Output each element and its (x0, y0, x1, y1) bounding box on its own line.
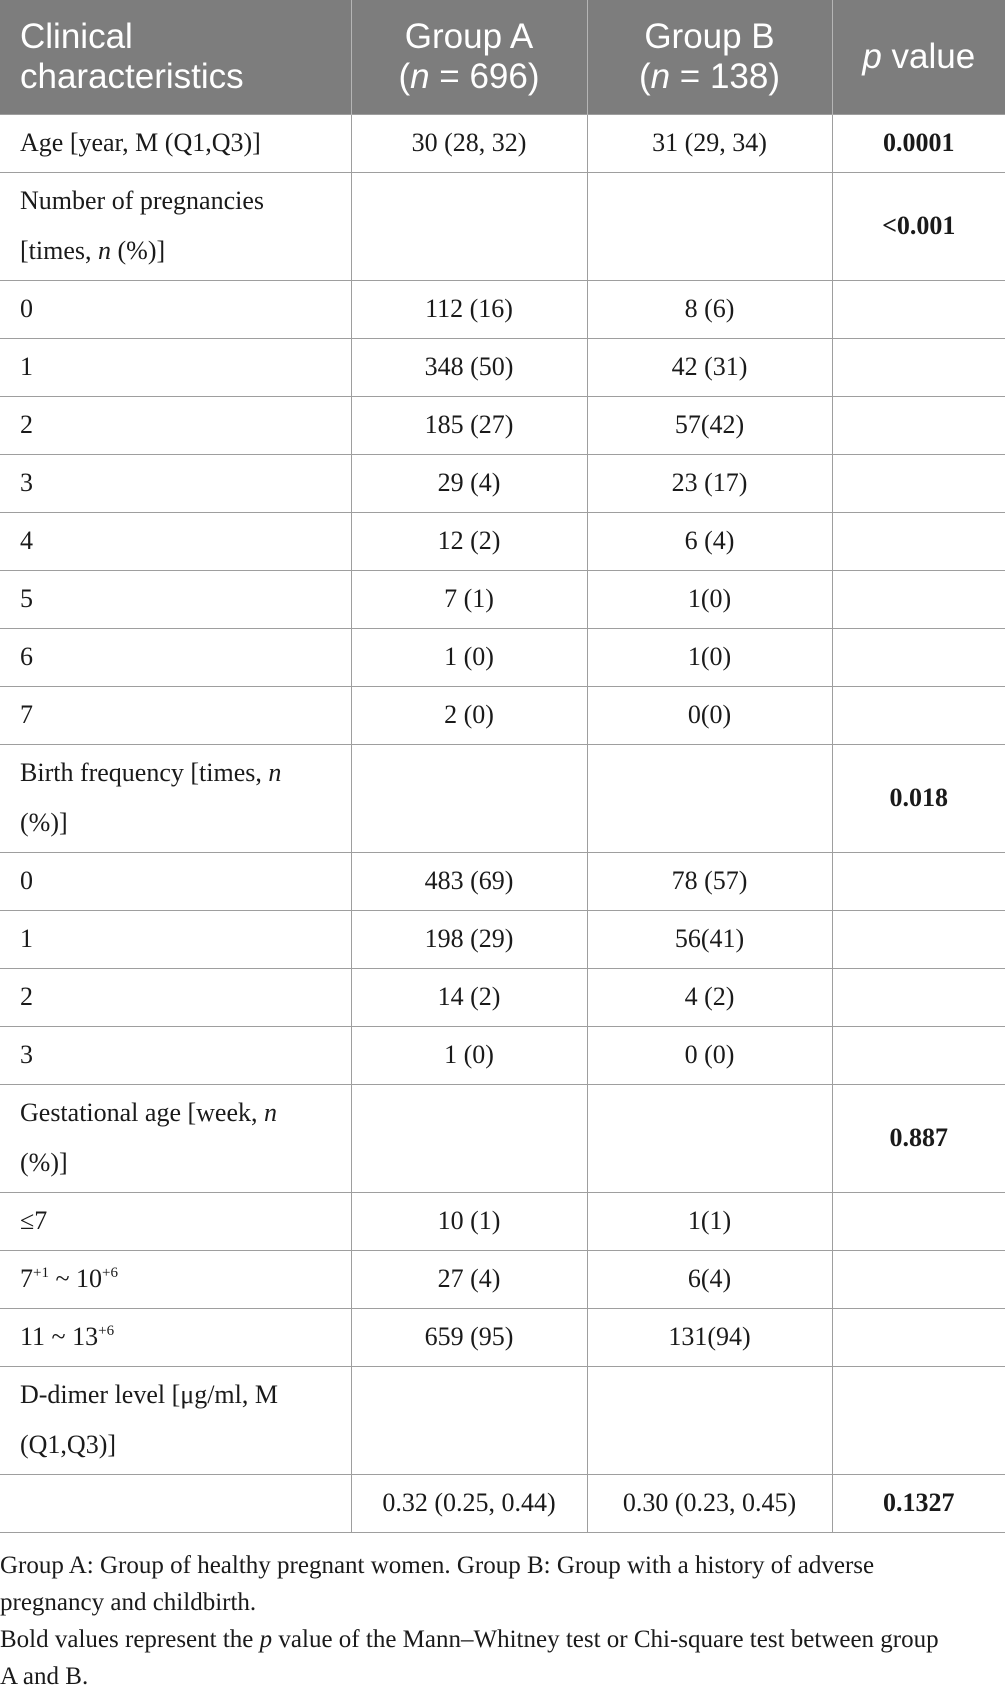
row-label: 4 (0, 512, 351, 570)
group-a-value: 10 (1) (351, 1192, 587, 1250)
row-label-superscript: +1 (33, 1265, 49, 1281)
table-row (0, 1474, 1005, 1532)
group-b-value: 56(41) (587, 910, 832, 968)
group-b-value: 1(1) (587, 1192, 832, 1250)
table-row (0, 686, 1005, 744)
group-b-value: 0(0) (587, 686, 832, 744)
table-row (0, 1192, 1005, 1250)
p-value (832, 396, 1005, 454)
group-a-value (351, 1084, 587, 1192)
group-a-value: 348 (50) (351, 338, 587, 396)
p-value: 0.0001 (832, 114, 1005, 172)
footnote-groups: Group A: Group of healthy pregnant women. Group B: Group with a history of adverse pregnancy and childbirth. (0, 1551, 875, 1616)
row-label-superscript: +6 (98, 1323, 115, 1339)
row-label-italic: n (98, 236, 111, 265)
p-value (832, 1308, 1005, 1366)
p-value (832, 968, 1005, 1026)
group-b-value: 6(4) (587, 1250, 832, 1308)
group-a-value: 27 (4) (351, 1250, 587, 1308)
row-label: Age [year, M (Q1,Q3)] (0, 114, 351, 172)
row-label: 1 (0, 910, 351, 968)
row-label (0, 1250, 351, 1308)
p-value (832, 1366, 1005, 1474)
group-a-value: 12 (2) (351, 512, 587, 570)
group-b-value: 1(0) (587, 628, 832, 686)
group-a-value (351, 744, 587, 852)
row-label-text: 7 (20, 1264, 33, 1293)
p-value: <0.001 (832, 172, 1005, 280)
header-group-b-title: Group B (644, 16, 775, 56)
table-row (0, 172, 1005, 280)
row-label (0, 1308, 351, 1366)
header-p-italic: p (862, 36, 882, 76)
table-row (0, 396, 1005, 454)
row-label: ≤7 (0, 1192, 351, 1250)
p-value: 0.018 (832, 744, 1005, 852)
row-label-text: 11 ~ 13 (20, 1322, 99, 1351)
group-a-value: 659 (95) (351, 1308, 587, 1366)
row-label-text: Birth frequency [times, (20, 758, 269, 787)
table-row (0, 512, 1005, 570)
p-value: 0.1327 (832, 1474, 1005, 1532)
table-row (0, 852, 1005, 910)
table-row (0, 1084, 1005, 1192)
group-a-value: 14 (2) (351, 968, 587, 1026)
header-p-value (832, 0, 1005, 114)
row-label-italic: n (268, 758, 282, 787)
row-label: 5 (0, 570, 351, 628)
table-row (0, 570, 1005, 628)
group-b-value: 31 (29, 34) (587, 114, 832, 172)
group-b-value: 23 (17) (587, 454, 832, 512)
row-label-text-end: (%)] (20, 808, 68, 837)
header-clinical-characteristics (0, 0, 351, 114)
group-b-value: 42 (31) (587, 338, 832, 396)
group-b-value: 8 (6) (587, 280, 832, 338)
p-value (832, 512, 1005, 570)
p-value: 0.887 (832, 1084, 1005, 1192)
group-b-value: 57(42) (587, 396, 832, 454)
p-value (832, 852, 1005, 910)
p-value (832, 454, 1005, 512)
header-group-a-title: Group A (404, 16, 534, 56)
group-a-value: 185 (27) (351, 396, 587, 454)
group-a-value: 1 (0) (351, 628, 587, 686)
row-label (0, 172, 351, 280)
group-b-value: 4 (2) (587, 968, 832, 1026)
group-a-value (351, 1366, 587, 1474)
group-b-value: 0.30 (0.23, 0.45) (587, 1474, 832, 1532)
row-label-text-end: (%)] (20, 1148, 68, 1177)
group-a-value: 198 (29) (351, 910, 587, 968)
group-b-value (587, 1084, 832, 1192)
p-value (832, 910, 1005, 968)
group-b-value (587, 172, 832, 280)
table-row (0, 338, 1005, 396)
p-value (832, 628, 1005, 686)
header-p-rest: value (881, 36, 976, 76)
footnote-bold-post: value of the Mann–Whitney test or Chi-square test between group A and B. (0, 1625, 939, 1690)
table-footnotes (0, 1533, 960, 1695)
table-row (0, 454, 1005, 512)
row-label: 2 (0, 396, 351, 454)
header-group-a: Group A (n = 696) (351, 0, 587, 114)
row-label (0, 744, 351, 852)
group-b-value (587, 744, 832, 852)
group-a-value: 2 (0) (351, 686, 587, 744)
group-a-value: 483 (69) (351, 852, 587, 910)
group-a-value: 0.32 (0.25, 0.44) (351, 1474, 587, 1532)
table-row (0, 1366, 1005, 1474)
footnote-bold-pre: Bold values represent the (0, 1625, 260, 1653)
row-label: 3 (0, 454, 351, 512)
row-label: 1 (0, 338, 351, 396)
table-row (0, 910, 1005, 968)
p-value (832, 686, 1005, 744)
table-row (0, 1308, 1005, 1366)
group-a-value: 30 (28, 32) (351, 114, 587, 172)
header-group-b-n: n (650, 56, 671, 96)
row-label: 0 (0, 852, 351, 910)
table-row (0, 280, 1005, 338)
table-row (0, 968, 1005, 1026)
table-row (0, 1250, 1005, 1308)
row-label-text: Gestational age [week, (20, 1098, 265, 1127)
row-label: 6 (0, 628, 351, 686)
p-value (832, 1250, 1005, 1308)
row-label-superscript: +6 (102, 1265, 119, 1281)
header-clinical-characteristics-text: Clinical characteristics (20, 16, 244, 96)
p-value (832, 280, 1005, 338)
p-value (832, 570, 1005, 628)
table-header (0, 0, 1005, 114)
row-label (0, 1084, 351, 1192)
row-label: D-dimer level [μg/ml, M (Q1,Q3)] (0, 1366, 351, 1474)
header-group-b-count: = 138) (670, 56, 781, 96)
row-label: 2 (0, 968, 351, 1026)
table-row (0, 1026, 1005, 1084)
group-a-value: 1 (0) (351, 1026, 587, 1084)
row-label: 7 (0, 686, 351, 744)
table-body (0, 114, 1005, 1532)
footnote-bold-values (0, 1621, 960, 1695)
p-value (832, 338, 1005, 396)
header-group-a-count: = 696) (429, 56, 540, 96)
row-label: 3 (0, 1026, 351, 1084)
group-a-value: 7 (1) (351, 570, 587, 628)
p-value (832, 1026, 1005, 1084)
group-a-value: 112 (16) (351, 280, 587, 338)
group-b-value: 6 (4) (587, 512, 832, 570)
row-label-text-end: (%)] (111, 236, 166, 265)
footnote-bold-p: p (259, 1625, 273, 1653)
row-label-text: Number of pregnancies [times, (20, 186, 265, 265)
group-b-value: 0 (0) (587, 1026, 832, 1084)
table-row (0, 744, 1005, 852)
group-b-value (587, 1366, 832, 1474)
table-row (0, 628, 1005, 686)
group-b-value: 1(0) (587, 570, 832, 628)
group-b-value: 131(94) (587, 1308, 832, 1366)
row-label: 0 (0, 280, 351, 338)
group-a-value: 29 (4) (351, 454, 587, 512)
row-label-text: ~ 10 (48, 1264, 103, 1293)
group-a-value (351, 172, 587, 280)
header-group-b: Group B (n = 138) (587, 0, 832, 114)
p-value (832, 1192, 1005, 1250)
header-row (0, 0, 1005, 114)
group-b-value: 78 (57) (587, 852, 832, 910)
header-group-a-n: n (410, 56, 430, 96)
row-label (0, 1474, 351, 1532)
table-row (0, 114, 1005, 172)
row-label-italic: n (264, 1098, 278, 1127)
